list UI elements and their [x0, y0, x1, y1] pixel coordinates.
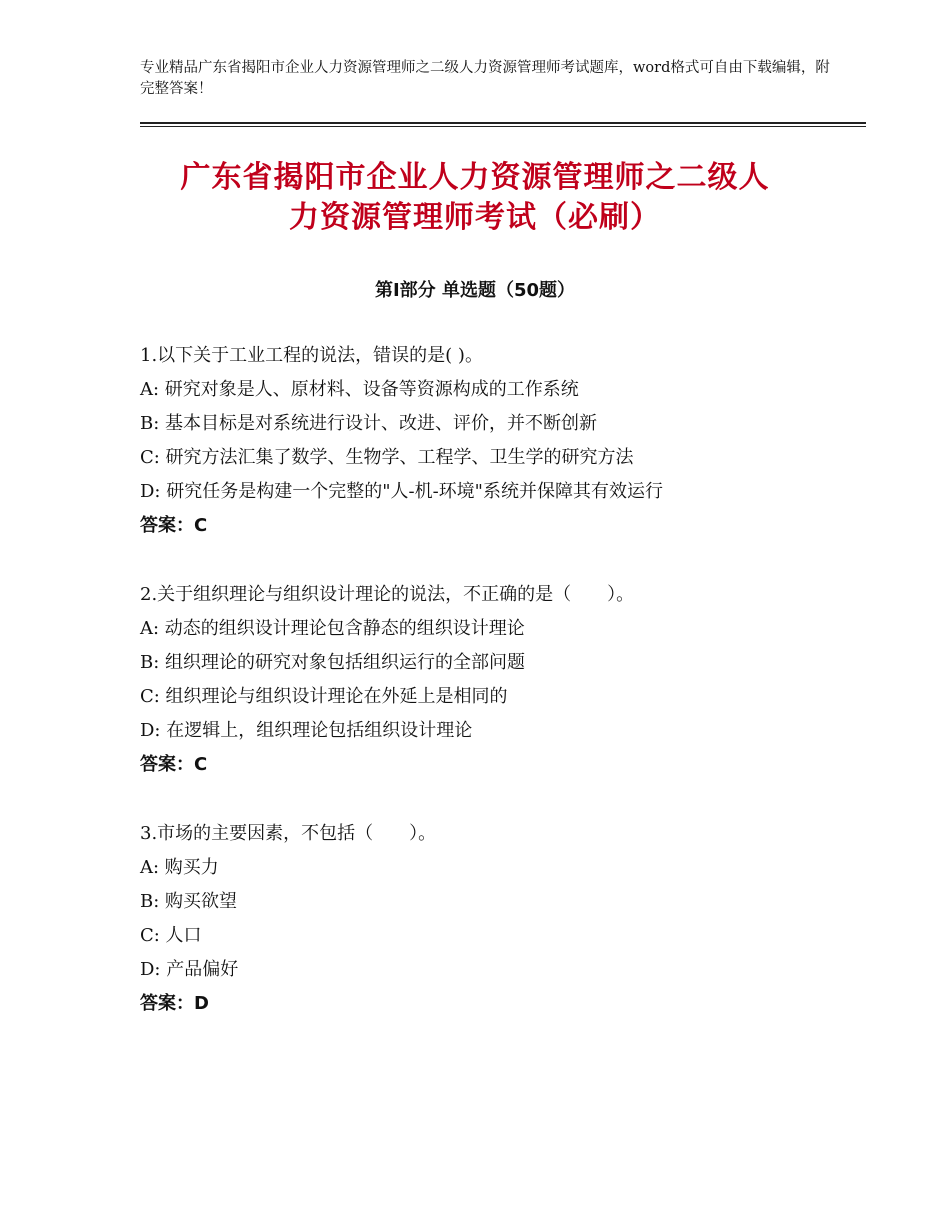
header-note: 专业精品广东省揭阳市企业人力资源管理师之二级人力资源管理师考试题库，word格式可自由下载编辑，附完整答案！	[140, 60, 830, 97]
option-c: C: 人口	[140, 925, 202, 946]
question-2	[140, 578, 860, 782]
question-1	[140, 339, 860, 543]
header-divider	[140, 122, 866, 124]
answer: 答案：C	[140, 515, 208, 536]
option-c: C: 组织理论与组织设计理论在外延上是相同的	[140, 686, 508, 707]
option-b: B: 购买欲望	[140, 891, 238, 912]
section-heading: 第Ⅰ部分 单选题（50题）	[374, 280, 575, 301]
document-title	[110, 158, 840, 238]
question-stem: 2.关于组织理论与组织设计理论的说法，不正确的是（ ）。	[140, 584, 635, 605]
document-title-line2: 力资源管理师考试（必刷）	[289, 200, 661, 235]
header-divider-thin	[140, 126, 866, 127]
option-d: D: 在逻辑上，组织理论包括组织设计理论	[140, 720, 473, 741]
option-b: B: 组织理论的研究对象包括组织运行的全部问题	[140, 652, 526, 673]
option-a: A: 研究对象是人、原材料、设备等资源构成的工作系统	[140, 379, 579, 400]
option-d: D: 产品偏好	[140, 959, 239, 980]
question-stem: 3.市场的主要因素，不包括（ ）。	[140, 823, 437, 844]
option-a: A: 购买力	[140, 857, 219, 878]
option-a: A: 动态的组织设计理论包含静态的组织设计理论	[140, 618, 525, 639]
document-title-line1: 广东省揭阳市企业人力资源管理师之二级人	[180, 160, 770, 195]
answer: 答案：D	[140, 993, 209, 1014]
question-stem: 1.以下关于工业工程的说法，错误的是( )。	[140, 345, 483, 366]
question-3	[140, 817, 860, 1021]
option-b: B: 基本目标是对系统进行设计、改进、评价，并不断创新	[140, 413, 598, 434]
option-c: C: 研究方法汇集了数学、生物学、工程学、卫生学的研究方法	[140, 447, 634, 468]
option-d: D: 研究任务是构建一个完整的"人-机-环境"系统并保障其有效运行	[140, 481, 663, 502]
answer: 答案：C	[140, 754, 208, 775]
